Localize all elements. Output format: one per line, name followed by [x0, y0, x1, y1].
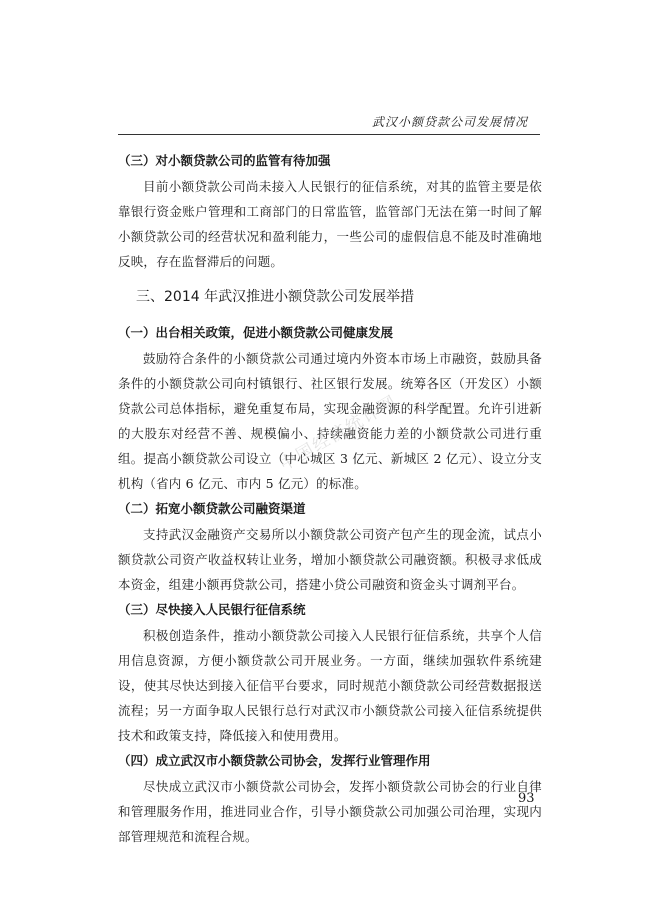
watermark: 中国经济统计网 — [276, 391, 402, 476]
paragraph-association: 尽快成立武汉市小额贷款公司协会，发挥小额贷款公司协会的行业自律和管理服务作用，推进同业合作，引导小额贷款公司加强公司治理，实现内部管理规范和流程合规。 — [118, 779, 542, 844]
measure-heading-credit-system: （三）尽快接入人民银行征信系统 — [118, 602, 306, 617]
running-header: 武汉小额贷款公司发展情况 — [372, 115, 529, 129]
paragraph-financing: 支持武汉金融资产交易所以小额贷款公司资产包产生的现金流，试点小额贷款公司资产收益权转让业务，增加小额贷款公司融资额。积极寻求低成本资金，组建小额再贷款公司，搭建小贷公司融资和资金头寸调剂平台。 — [118, 527, 542, 592]
measure-heading-financing: （二）拓宽小额贷款公司融资渠道 — [118, 501, 306, 516]
paragraph-policy: 鼓励符合条件的小额贷款公司通过境内外资本市场上市融资，鼓励具备条件的小额贷款公司向村镇银行、社区银行发展。统筹各区（开发区）小额贷款公司总体指标，避免重复布局，实现金融资源的科学配置。允许引进新的大股东对经营不善、规模偏小、持续融资能力差的小额贷款公司进行重组。提高小额贷款公司设立（中心城区 3 亿元、新城区 2 亿元）、设立分支机构（省内 6 亿元、市内 5 亿元）的标准。 — [118, 351, 542, 491]
measure-heading-policy: （一）出台相关政策，促进小额贷款公司健康发展 — [118, 325, 394, 340]
paragraph-credit-system: 积极创造条件，推动小额贷款公司接入人民银行征信系统，共享个人信用信息资源，方便小额贷款公司开展业务。一方面，继续加强软件系统建设，使其尽快达到接入征信平台要求，同时规范小额贷款公司经营数据报送流程；另一方面争取人民银行总行对武汉市小额贷款公司接入征信系统提供技术和政策支持，降低接入和使用费用。 — [118, 628, 542, 743]
part-heading-measures: 三、2014 年武汉推进小额贷款公司发展举措 — [136, 289, 415, 305]
section-heading-supervision: （三）对小额贷款公司的监管有待加强 — [118, 153, 331, 168]
header-rule — [118, 134, 540, 135]
paragraph-supervision: 目前小额贷款公司尚未接入人民银行的征信系统，对其的监管主要是依靠银行资金账户管理和工商部门的日常监管，监管部门无法在第一时间了解小额贷款公司的经营状况和盈利能力，一些公司的虚假信息不能及时准确地反映，存在监督滞后的问题。 — [118, 179, 542, 269]
measure-heading-association: （四）成立武汉市小额贷款公司协会，发挥行业管理作用 — [118, 753, 431, 768]
page-number: 93 — [518, 791, 535, 806]
page-body — [118, 148, 542, 849]
